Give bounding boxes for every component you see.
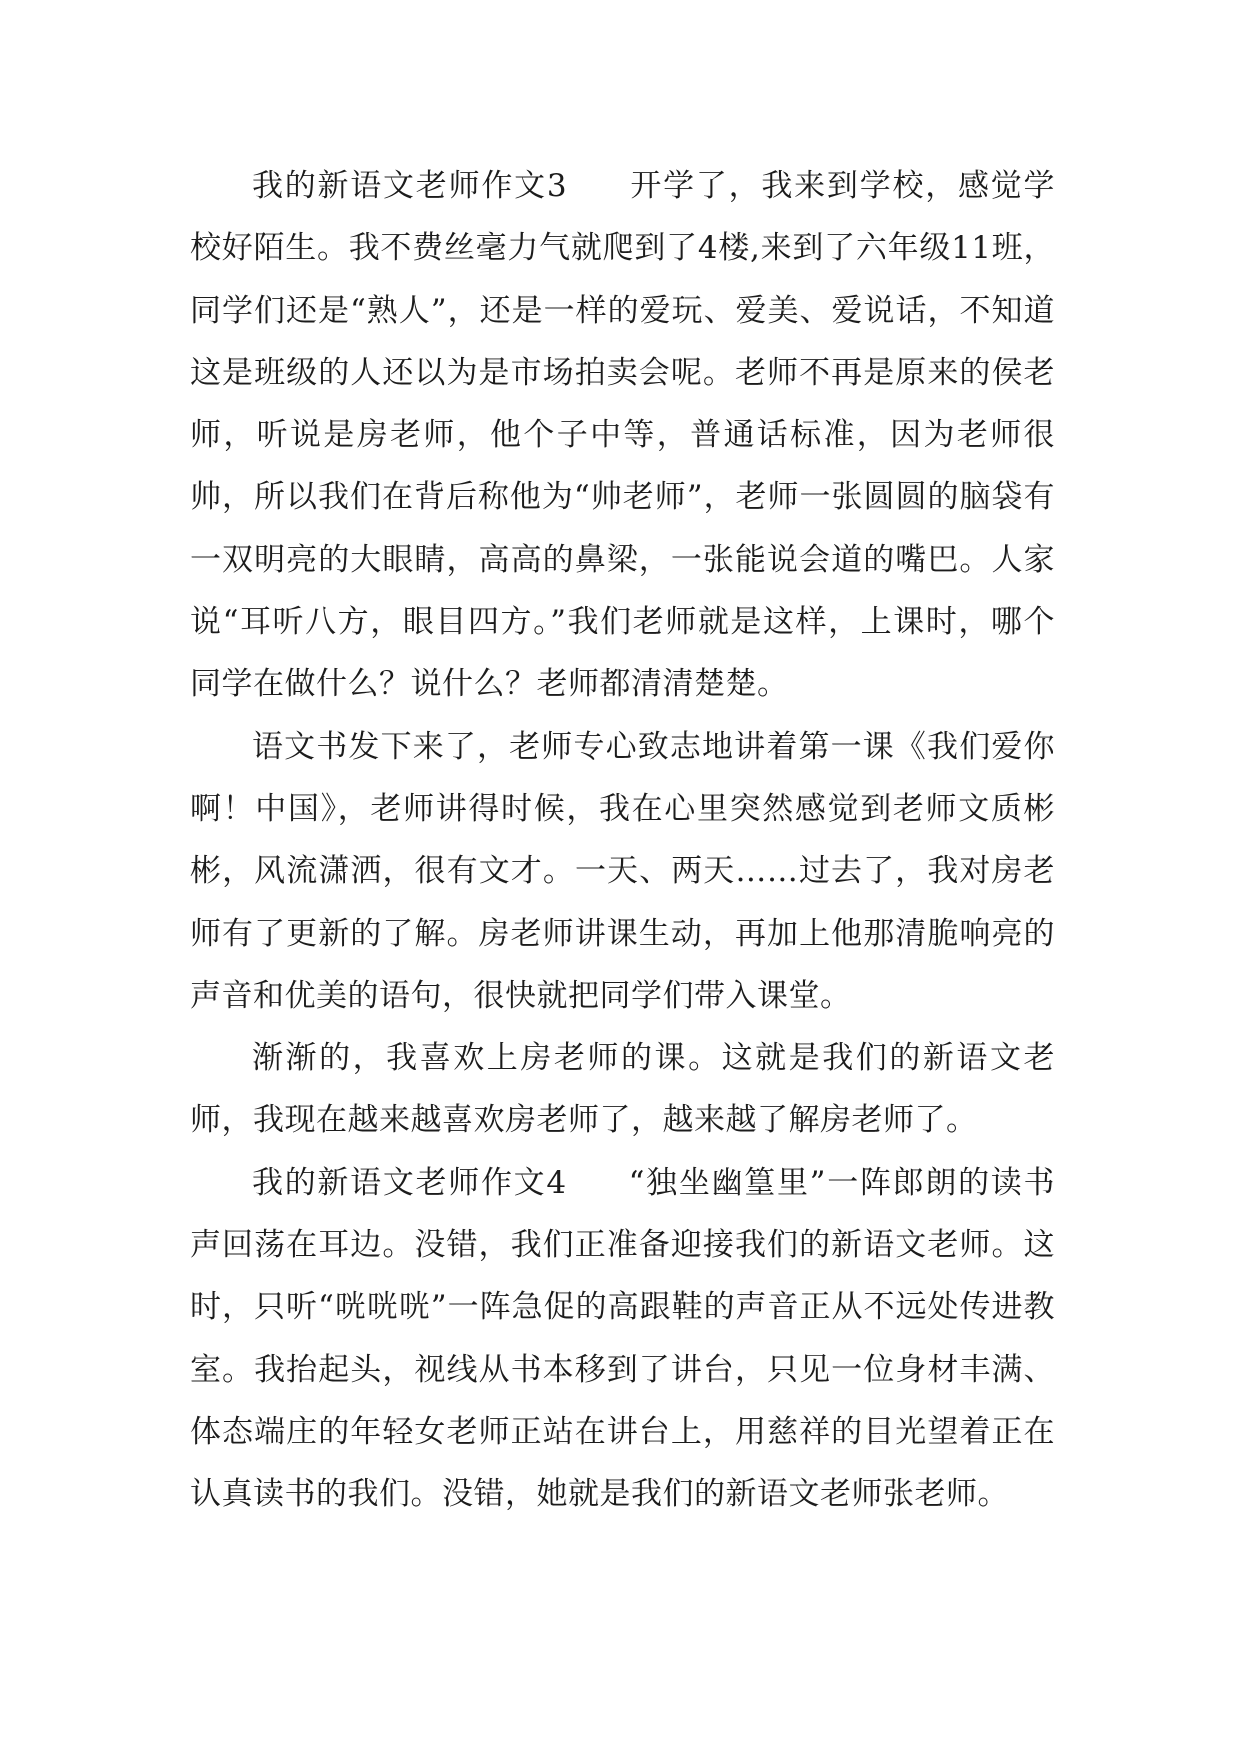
paragraph-text: 渐渐的，我喜欢上房老师的课。这就是我们的新语文老师，我现在越来越喜欢房老师了，越来越了解房老师了。 — [190, 1040, 1055, 1139]
paragraph-essay-3-ending — [190, 1027, 1055, 1152]
essay-title-3: 我的新语文老师作文3 — [252, 168, 568, 204]
paragraph-essay-3-body — [190, 716, 1055, 1027]
essay-title-4: 我的新语文老师作文4 — [252, 1164, 567, 1201]
document-body — [190, 155, 1055, 1526]
paragraph-text: “独坐幽篁里”一阵郎朗的读书声回荡在耳边。没错，我们正准备迎接我们的新语文老师。这时，只听“咣咣咣”一阵急促的高跟鞋的声音正从不远处传进教室。我抬起头，视线从书本移到了讲台，只见一位身材丰满、体态端庄的年轻女老师正站在讲台上，用慈祥的目光望着正在认真读书的我们。没错，她就是我们的新语文老师张老师。 — [190, 1164, 1055, 1513]
paragraph-text: 语文书发下来了，老师专心致志地讲着第一课《我们爱你啊！中国》，老师讲得时候，我在心里突然感觉到老师文质彬彬，风流潇洒，很有文才。一天、两天……过去了，我对房老师有了更新的了解。房老师讲课生动，再加上他那清脆响亮的声音和优美的语句，很快就把同学们带入课堂。 — [190, 728, 1055, 1014]
paragraph-text: 开学了，我来到学校，感觉学校好陌生。我不费丝毫力气就爬到了4楼,来到了六年级11班，同学们还是“熟人”，还是一样的爱玩、爱美、爱说话，不知道这是班级的人还以为是市场拍卖会呢。老师不再是原来的侯老师，听说是房老师，他个子中等，普通话标准，因为老师很帅，所以我们在背后称他为“帅老师”，老师一张圆圆的脑袋有一双明亮的大眼睛，高高的鼻梁，一张能说会道的嘴巴。人家说“耳听八方，眼目四方。”我们老师就是这样，上课时，哪个同学在做什么？说什么？老师都清清楚楚。 — [190, 168, 1055, 703]
paragraph-essay-3-intro — [190, 155, 1055, 716]
paragraph-essay-4-intro — [190, 1152, 1055, 1526]
